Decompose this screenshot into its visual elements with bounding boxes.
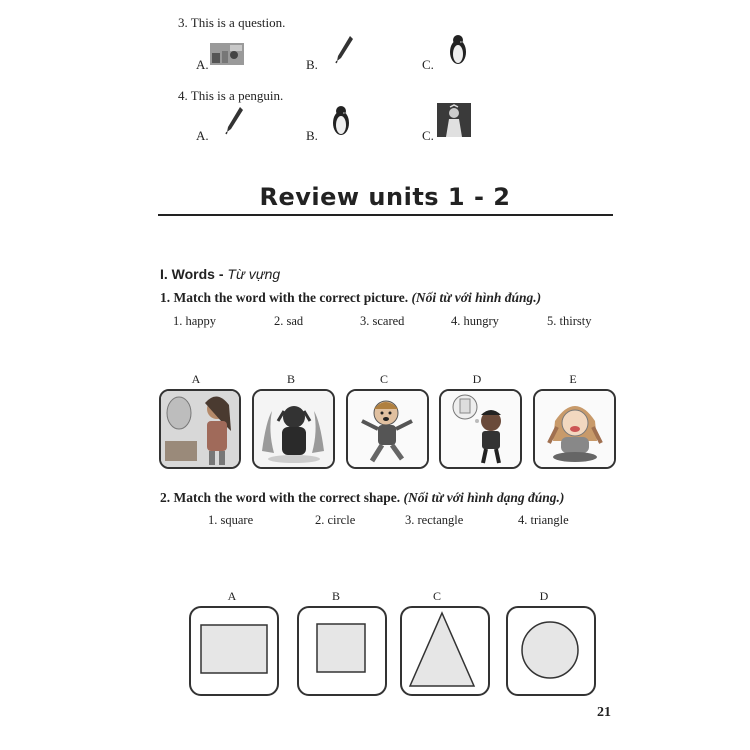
page-number: 21 <box>597 705 611 720</box>
card-e-letter: E <box>569 372 577 386</box>
card-b-letter: B <box>286 372 295 386</box>
task-1-word-happy: 1. happy <box>173 314 217 328</box>
picture-card-a <box>159 389 241 469</box>
penguin-icon <box>330 105 352 137</box>
shape-box-a <box>189 606 279 696</box>
question-4-option-c: C. <box>422 128 434 143</box>
task-2-text: 2. Match the word with the correct shape. <box>160 490 404 505</box>
sad-scene-icon <box>254 391 333 467</box>
penguin-icon <box>447 34 469 66</box>
task-2-text-vi: (Nối từ với hình dạng đúng.) <box>403 490 565 505</box>
task-1-instruction <box>160 290 541 306</box>
picture-card-d <box>439 389 522 469</box>
card-a-letter: A <box>191 372 201 386</box>
picture-card-e <box>533 389 616 469</box>
shape-box-d <box>506 606 596 696</box>
rectangle-icon <box>191 608 277 694</box>
task-2-word-circle: 2. circle <box>315 513 356 527</box>
pen-icon <box>224 105 244 135</box>
task-1-text-vi: (Nối từ với hình đúng.) <box>411 290 542 305</box>
question-3-option-c: C. <box>422 57 434 72</box>
task-2-word-square: 1. square <box>208 513 254 527</box>
card-c-letter: C <box>379 372 388 386</box>
question-3-option-a: A. <box>196 57 209 72</box>
question-4-text: 4. This is a penguin. <box>178 88 284 103</box>
question-4-option-b: B. <box>306 128 318 143</box>
triangle-icon <box>402 608 488 694</box>
task-2-instruction <box>160 490 564 506</box>
happy-girl-icon <box>535 391 614 467</box>
task-2-word-triangle: 4. triangle <box>518 513 569 527</box>
shape-b-letter: B <box>331 589 340 603</box>
shape-a-letter: A <box>227 589 237 603</box>
question-3-text: 3. This is a question. <box>178 15 286 30</box>
page-title: Review units 1 - 2 <box>259 183 511 211</box>
shape-c-letter: C <box>432 589 441 603</box>
card-d-letter: D <box>472 372 482 386</box>
title-divider <box>158 214 613 216</box>
queen-photo-icon <box>437 103 471 137</box>
section-1-heading <box>160 266 280 282</box>
section-1-label-vi: Từ vựng <box>227 266 281 282</box>
hungry-scene-icon <box>161 391 239 467</box>
shape-d-letter: D <box>539 589 549 603</box>
thirsty-boy-icon <box>441 391 520 467</box>
classroom-photo-icon <box>210 43 244 65</box>
shape-box-c <box>400 606 490 696</box>
task-1-word-hungry: 4. hungry <box>451 314 499 328</box>
question-3-option-b: B. <box>306 57 318 72</box>
picture-card-c <box>346 389 429 469</box>
circle-icon <box>508 608 594 694</box>
section-1-label: I. Words - <box>160 266 228 282</box>
square-icon <box>299 608 385 694</box>
task-2-word-rectangle: 3. rectangle <box>405 513 464 527</box>
task-1-word-scared: 3. scared <box>360 314 405 328</box>
task-1-text: 1. Match the word with the correct picture. <box>160 290 412 305</box>
shape-box-b <box>297 606 387 696</box>
picture-card-b <box>252 389 335 469</box>
scared-boy-icon <box>348 391 427 467</box>
task-1-word-thirsty: 5. thirsty <box>547 314 592 328</box>
question-4-option-a: A. <box>196 128 209 143</box>
pen-icon <box>334 34 354 64</box>
task-1-word-sad: 2. sad <box>274 314 304 328</box>
